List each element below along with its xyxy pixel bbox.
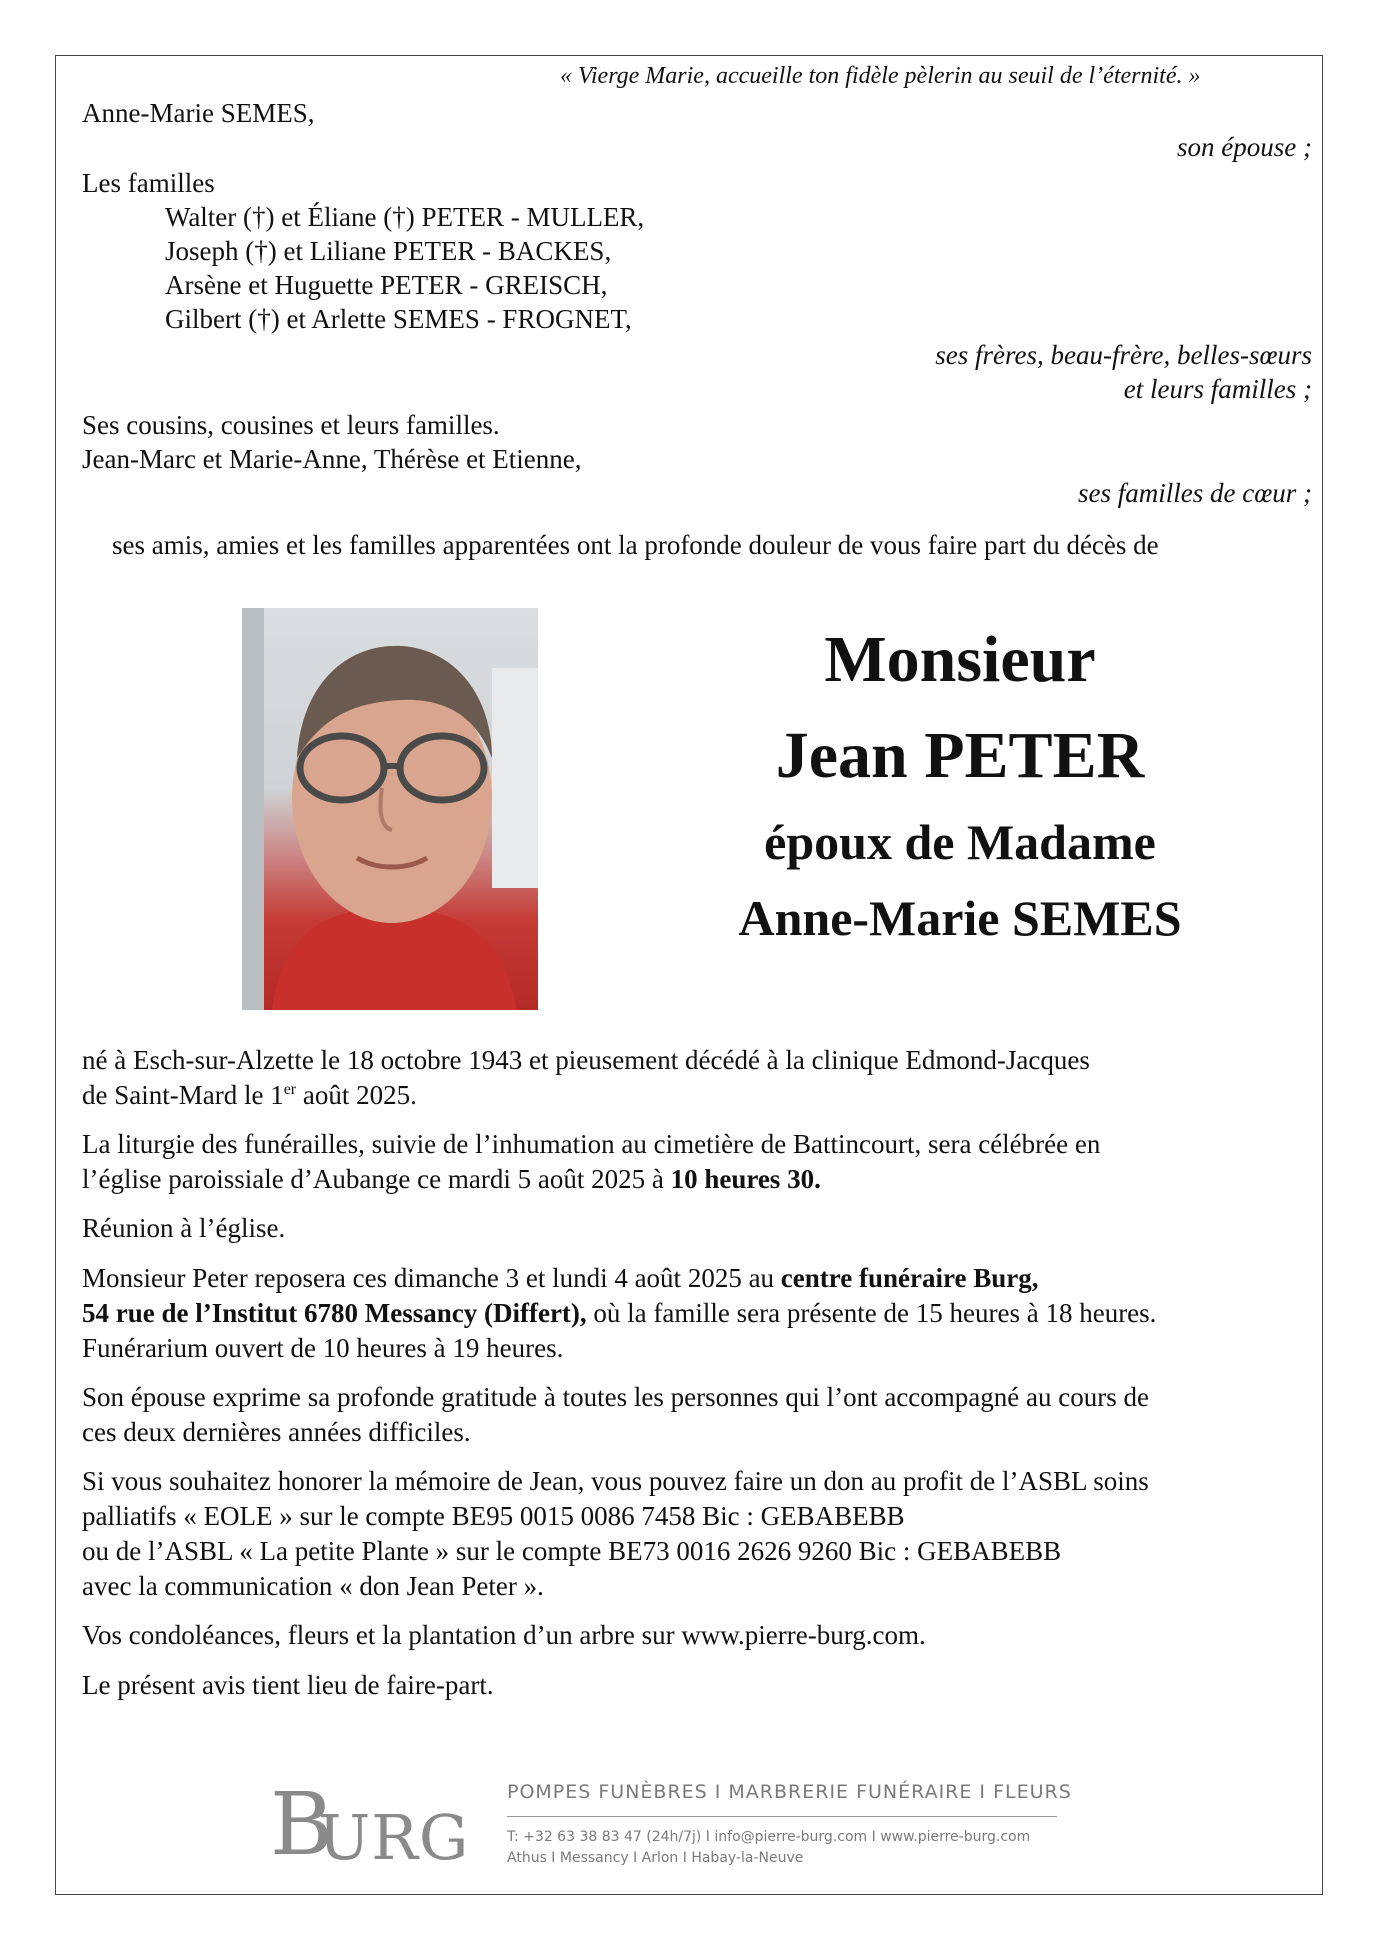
cousins-role: ses familles de cœur ; (1078, 478, 1312, 508)
rest-line1 (82, 1261, 1302, 1296)
family-member: Joseph (†) et Liliane PETER - BACKES, (165, 236, 612, 266)
wife-role: son épouse ; (1177, 132, 1312, 162)
gratitude-paragraph (82, 1380, 1302, 1450)
footer-info (507, 1780, 1072, 1869)
birth-line2-sup: er (283, 1081, 297, 1098)
donation-line3: ou de l’ASBL « La petite Plante » sur le compte BE73 0016 2626 9260 Bic : GEBABEBB (82, 1536, 1062, 1566)
donation-line1: Si vous souhaitez honorer la mémoire de Jean, vous pouvez faire un don au profit de l’ASBL soins (82, 1466, 1149, 1496)
reunion-line: Réunion à l’église. (82, 1213, 286, 1243)
rest-line2 (82, 1296, 1302, 1331)
announcement: ses amis, amies et les familles apparentées ont la profonde douleur de vous faire part du décès de (112, 530, 1159, 560)
liturgy-line2 (82, 1162, 1302, 1197)
cousins-line1: Ses cousins, cousines et leurs familles. (82, 410, 500, 440)
deceased-spouse: Anne-Marie SEMES (738, 890, 1182, 946)
rest-line2-post: où la famille sera présente de 15 heures à 18 heures. (586, 1298, 1157, 1328)
rest-paragraph (82, 1261, 1302, 1366)
deceased-title: Monsieur (824, 623, 1096, 696)
donation-paragraph (82, 1464, 1302, 1604)
family-member: Gilbert (†) et Arlette SEMES - FROGNET, (165, 304, 632, 334)
birth-line2-post: août 2025. (296, 1080, 417, 1110)
notice-paragraph (82, 1668, 1302, 1703)
footer-cities: Athus I Messancy I Arlon I Habay-la-Neuve (507, 1850, 804, 1866)
notice-line: Le présent avis tient lieu de faire-part. (82, 1670, 494, 1700)
liturgy-line1: La liturgie des funérailles, suivie de l’inhumation au cimetière de Battincourt, sera célébrée en (82, 1129, 1101, 1159)
rest-line3: Funérarium ouvert de 10 heures à 19 heures. (82, 1333, 564, 1363)
logo-letters-urg: URG (318, 1801, 470, 1874)
condolences-paragraph (82, 1618, 1302, 1653)
footer-divider (507, 1816, 1057, 1817)
gratitude-line1: Son épouse exprime sa profonde gratitude à toutes les personnes qui l’ont accompagné au cours de (82, 1382, 1149, 1412)
opening-quote: « Vierge Marie, accueille ton fidèle pèlerin au seuil de l’éternité. » (560, 63, 1201, 89)
liturgy-line2-pre: l’église paroissiale d’Aubange ce mardi 5 août 2025 à (82, 1164, 671, 1194)
rest-location: centre funéraire Burg, (780, 1263, 1039, 1293)
gratitude-line2: ces deux dernières années difficiles. (82, 1417, 471, 1447)
deceased-name: Jean PETER (775, 719, 1145, 792)
footer-services: POMPES FUNÈBRES I MARBRERIE FUNÉRAIRE I FLEURS (507, 1781, 1072, 1803)
family-member: Walter (†) et Éliane (†) PETER - MULLER, (165, 202, 645, 232)
footer-contact: T: +32 63 38 83 47 (24h/7j) I info@pierre-burg.com I www.pierre-burg.com (507, 1829, 1031, 1845)
wife-name: Anne-Marie SEMES, (82, 98, 315, 128)
portrait-illustration (242, 608, 538, 1010)
deceased-photo (242, 608, 538, 1010)
reunion-paragraph (82, 1211, 1302, 1246)
funeral-home-footer (270, 1770, 1070, 1880)
condolences-line: Vos condoléances, fleurs et la plantation d’un arbre sur www.pierre-burg.com. (82, 1620, 926, 1650)
families-role-line1: ses frères, beau-frère, belles-sœurs (935, 340, 1312, 370)
families-intro: Les familles (82, 168, 215, 198)
liturgy-paragraph (82, 1127, 1302, 1197)
deceased-relation: époux de Madame (764, 814, 1156, 870)
rest-address: 54 rue de l’Institut 6780 Messancy (Differt), (82, 1298, 587, 1328)
families-role-line2: et leurs familles ; (1123, 374, 1312, 404)
logo-letter-b: B (270, 1775, 334, 1875)
liturgy-time: 10 heures 30. (670, 1164, 821, 1194)
birth-line2-pre: de Saint-Mard le 1 (82, 1080, 284, 1110)
cousins-line2: Jean-Marc et Marie-Anne, Thérèse et Etienne, (82, 444, 582, 474)
donation-line2: palliatifs « EOLE » sur le compte BE95 0015 0086 7458 Bic : GEBABEBB (82, 1501, 905, 1531)
birth-paragraph (82, 1043, 1302, 1113)
birth-line2 (82, 1078, 1302, 1113)
rest-line1-pre: Monsieur Peter reposera ces dimanche 3 et lundi 4 août 2025 au (82, 1263, 781, 1293)
donation-line4: avec la communication « don Jean Peter ». (82, 1571, 544, 1601)
birth-line1: né à Esch-sur-Alzette le 18 octobre 1943 et pieusement décédé à la clinique Edmond-Jacques (82, 1045, 1090, 1075)
family-member: Arsène et Huguette PETER - GREISCH, (165, 270, 608, 300)
